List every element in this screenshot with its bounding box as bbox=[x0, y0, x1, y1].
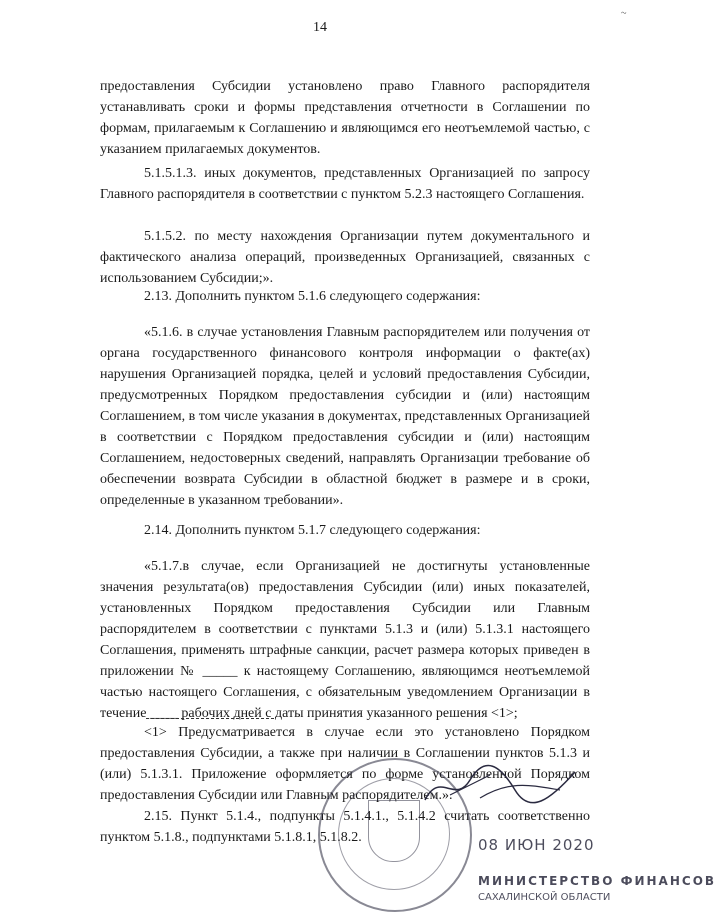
paragraph-5-1-5-2: 5.1.5.2. по месту нахождения Организации путем документального и фактического анализа операций, произведенных Организацией, связанных с использованием Субсидии;». bbox=[100, 229, 590, 286]
stamp-organization: МИНИСТЕРСТВО ФИНАНСОВ bbox=[478, 874, 716, 888]
footnote-1: <1> Предусматривается в случае если это установлено Порядком предоставления Субсидии, а также при наличии в Соглашении пунктов 5.1.3 и (или) 5.1.3.1. Приложение оформляется по форме установленной Порядком предоставления Субсидии или Главным распорядителем.». bbox=[100, 725, 590, 803]
paragraph-reporting-forms: предоставления Субсидии установлено право Главного распорядителя устанавливать сроки и формы представления отчетности в Соглашении по формам, прилагаемым к Соглашению и являющимся его неотъемлемой частью, с указанием прилагаемых документов. bbox=[100, 79, 590, 157]
paragraph-5-1-5-1-3: 5.1.5.1.3. иных документов, представленных Организацией по запросу Главного распорядителя в соответствии с пунктом 5.2.3 настоящего Соглашения. bbox=[100, 166, 590, 202]
paragraph-2-13: 2.13. Дополнить пунктом 5.1.6 следующего содержания: bbox=[144, 289, 481, 304]
registration-stamp bbox=[470, 790, 716, 905]
coat-of-arms-icon bbox=[368, 800, 420, 862]
stamp-date: 08 ИЮН 2020 bbox=[478, 836, 595, 854]
paragraph-2-14: 2.14. Дополнить пунктом 5.1.7 следующего содержания: bbox=[144, 523, 481, 538]
paragraph-5-1-6: «5.1.6. в случае установления Главным распорядителем или получения от органа государственного финансового контроля информации о факте(ах) нарушения Организацией порядка, целей и условий предоставления Субсидии, предусмотренных Порядком предоставления субсидии и (или) настоящим Соглашением, в том числе указания в документах, представленных Организацией в соответствии с Порядком предоставления субсидии и (или) настоящим Соглашением, недостоверных сведений, направлять Организации требование об обеспечении возврата Субсидии в областной бюджет в размере и в сроки, определенные в указанном требовании». bbox=[100, 325, 590, 508]
footnote-separator bbox=[146, 718, 274, 719]
stamp-region: САХАЛИНСКОЙ ОБЛАСТИ bbox=[478, 892, 611, 903]
corner-mark: ~ bbox=[619, 7, 627, 20]
page-number: 14 bbox=[313, 20, 327, 35]
paragraph-2-15: 2.15. Пункт 5.1.4., подпункты 5.1.4.1., 5.1.4.2 считать соответственно пунктом 5.1.8., подпунктами 5.1.8.1, 5.1.8.2. bbox=[100, 809, 590, 845]
paragraph-5-1-7: «5.1.7.в случае, если Организацией не достигнуты установленные значения результата(ов) предоставления Субсидии (или) иных показателей, установленных Порядком предоставления Субсидии или Главным распорядителем в соответствии с пунктами 5.1.3 и (или) 5.1.3.1 настоящего Соглашения, применять штрафные санкции, расчет размера которых приведен в приложении № _____ к настоящему Соглашению, являющимся неотъемлемой частью настоящего Соглашения, с обязательным уведомлением Организации в течение ____ рабочих дней с даты принятия указанного решения <1>; bbox=[100, 559, 590, 721]
